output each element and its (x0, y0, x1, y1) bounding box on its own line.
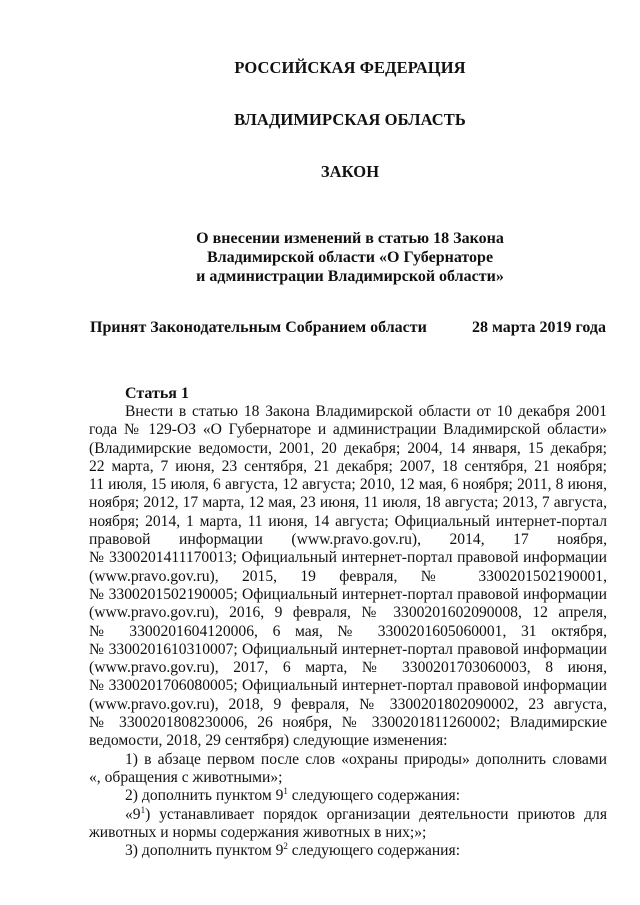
body-line: (www.pravo.gov.ru), 2017, 6 марта, № 3300201703060003, 8 июня, (89, 659, 607, 677)
body-line: ведомости, 2018, 29 сентября) следующие изменения: (89, 732, 448, 750)
quote-line: животных и нормы содержания животных в них;»; (89, 823, 427, 841)
body-line: № 3300201411170013; Официальный интернет-портал правовой информации (89, 549, 607, 567)
region-heading: ВЛАДИМИРСКАЯ ОБЛАСТЬ (234, 110, 466, 129)
subject-line: и администрации Владимирской области» (196, 268, 504, 285)
document-type-heading: ЗАКОН (320, 162, 380, 181)
body-line: 22 марта, 7 июня, 23 сентября, 21 декабря; 2007, 18 сентября, 21 ноября; (89, 457, 607, 475)
item-2-line (89, 787, 607, 805)
item-3-superscript: 2 (283, 841, 288, 852)
quote-text: ) устанавливает порядок организации деятельности приютов для (145, 805, 607, 823)
adopted-by: Принят Законодательным Собранием области (90, 319, 427, 336)
law-subject (0, 229, 640, 286)
body-line: Внести в статью 18 Закона Владимирской области от 10 декабря 2001 (125, 403, 607, 420)
body-line: правовой информации (www.pravo.gov.ru), 2014, 17 ноября, (89, 531, 607, 549)
body-line: года № 129-ОЗ «О Губернаторе и администрации Владимирской области» (89, 421, 607, 439)
body-line: ноября; 2014, 1 марта, 11 июня, 14 августа; Официальный интернет-портал (89, 512, 607, 530)
country-heading: РОССИЙСКАЯ ФЕДЕРАЦИЯ (234, 58, 466, 77)
body-line: 11 июля, 15 июля, 6 августа, 12 августа; 2010, 12 мая, 6 ноября; 2011, 8 июня, (89, 476, 607, 494)
subject-line: Владимирской области «О Губернаторе (206, 249, 494, 266)
adoption-line (90, 319, 606, 337)
quote-text: «9 (125, 805, 141, 823)
body-line: № 3300201706080005; Официальный интернет-портал правовой информации (89, 677, 607, 695)
item-3-text: 3) дополнить пунктом 9 (125, 842, 284, 860)
body-line: № 3300201610310007; Официальный интернет-портал правовой информации (89, 640, 607, 658)
body-line: № 3300201604120006, 6 мая, № 3300201605060001, 31 октября, (89, 622, 607, 640)
subject-line: О внесении изменений в статью 18 Закона (196, 230, 504, 247)
body-line: (Владимирские ведомости, 2001, 20 декабря; 2004, 14 января, 15 декабря; (89, 439, 607, 457)
article-title: Статья 1 (125, 385, 189, 402)
item-3-text: следующего содержания: (287, 842, 461, 860)
item-2-text: следующего содержания: (287, 787, 461, 805)
item-2-superscript: 1 (283, 786, 288, 797)
body-line: ноября; 2012, 17 марта, 12 мая, 23 июня, 11 июля, 18 августа; 2013, 7 августа, (89, 494, 607, 512)
adoption-date: 28 марта 2019 года (471, 319, 606, 336)
item-3-line (89, 842, 607, 860)
item-1-line: «, обращения с животными»; (89, 768, 283, 786)
body-line: (www.pravo.gov.ru), 2018, 9 февраля, № 3300201802090002, 23 августа, (89, 695, 607, 713)
quote-superscript: 1 (140, 805, 146, 815)
body-line: № 3300201808230006, 26 ноября, № 3300201811260002; Владимирские (89, 714, 607, 732)
article-body (89, 403, 607, 860)
item-2-text: 2) дополнить пунктом 9 (125, 787, 284, 805)
body-line: № 3300201502190005; Официальный интернет-портал правовой информации (89, 585, 607, 603)
body-line: (www.pravo.gov.ru), 2016, 9 февраля, № 3300201602090008, 12 апреля, (89, 604, 607, 622)
item-1-line: 1) в абзаце первом после слов «охраны природы» дополнить словами (125, 750, 607, 768)
quote-line (89, 806, 607, 824)
body-line: (www.pravo.gov.ru), 2015, 19 февраля, № 3300201502190001, (89, 567, 607, 585)
